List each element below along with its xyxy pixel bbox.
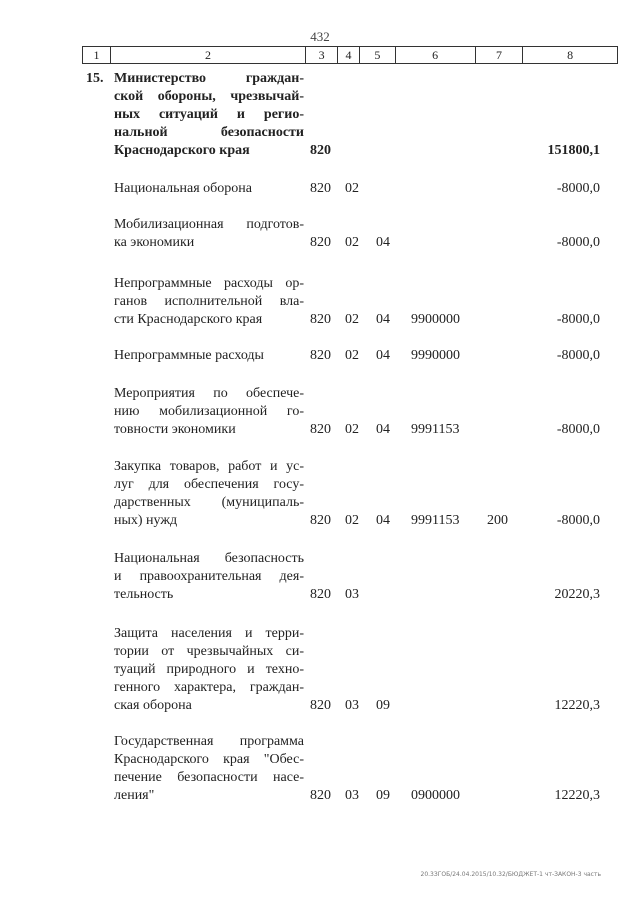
code-section: 02 [345, 422, 359, 437]
code-section: 02 [345, 235, 359, 250]
column-header: 6 [396, 47, 476, 63]
amount: -8000,0 [556, 235, 600, 250]
code-target-item: 9900000 [411, 312, 460, 327]
code-ministry: 820 [310, 312, 331, 327]
code-section: 02 [345, 513, 359, 528]
name-line: ская оборона [114, 698, 192, 713]
column-header: 1 [83, 47, 111, 63]
page-number: 432 [310, 29, 330, 44]
code-ministry: 820 [310, 348, 331, 363]
row-name [114, 275, 304, 329]
column-header: 7 [476, 47, 524, 63]
name-line: ка экономики [114, 235, 195, 250]
column-header: 4 [338, 47, 360, 63]
code-target-item: 0900000 [411, 788, 460, 803]
code-subsection: 04 [376, 422, 390, 437]
code-ministry: 820 [310, 181, 331, 196]
name-line: ской обороны, чрезвычай- [114, 89, 304, 104]
code-ministry: 820 [310, 698, 331, 713]
row-name [114, 625, 304, 715]
name-line: Краснодарского края "Обес- [114, 752, 304, 767]
row-name [114, 385, 304, 439]
section-number: 15. [86, 71, 104, 86]
code-section: 02 [345, 348, 359, 363]
code-subsection: 04 [376, 235, 390, 250]
row-name [114, 180, 304, 198]
amount: -8000,0 [556, 312, 600, 327]
code-ministry: 820 [310, 788, 331, 803]
code-subsection: 04 [376, 513, 390, 528]
name-line: генного характера, граждан- [114, 680, 304, 695]
column-header: 5 [360, 47, 396, 63]
name-line: нальной безопасности [114, 125, 304, 140]
name-line: печение безопасности насе- [114, 770, 304, 785]
row-name [114, 216, 304, 252]
name-line: Закупка товаров, работ и ус- [114, 459, 304, 474]
name-line: Непрограммные расходы [114, 348, 264, 363]
column-header: 2 [111, 47, 306, 63]
code-section: 03 [345, 788, 359, 803]
code-ministry: 820 [310, 235, 331, 250]
name-line: Министерство граждан- [114, 71, 304, 86]
name-line: тельность [114, 587, 174, 602]
column-header: 8 [567, 48, 574, 62]
name-line: ных) нужд [114, 513, 178, 528]
code-expense-type: 200 [487, 513, 508, 528]
name-line: Непрограммные расходы ор- [114, 276, 304, 291]
name-line: Национальная безопасность [114, 551, 304, 566]
footer-stamp: 20.3ЗГОБ/24.04.2015/10.32/БЮДЖЕТ-1 чт-ЗАКОН-3 часть [420, 871, 601, 878]
row-name [114, 550, 304, 604]
code-subsection: 09 [376, 698, 390, 713]
code-ministry: 820 [310, 422, 331, 437]
amount: 12220,3 [554, 698, 600, 713]
amount: 12220,3 [554, 788, 600, 803]
name-line: товности экономики [114, 422, 236, 437]
amount: -8000,0 [556, 348, 600, 363]
row-name [114, 347, 304, 365]
row-name [114, 458, 304, 530]
amount: 151800,1 [547, 143, 600, 158]
code-subsection: 09 [376, 788, 390, 803]
name-line: ганов исполнительной вла- [114, 294, 304, 309]
code-subsection: 04 [376, 348, 390, 363]
name-line: Мобилизационная подготов- [114, 217, 304, 232]
name-line: ления" [114, 788, 155, 803]
code-target-item: 9991153 [411, 513, 460, 528]
row-name [114, 733, 304, 805]
amount: -8000,0 [556, 422, 600, 437]
code-target-item: 9990000 [411, 348, 460, 363]
name-line: Национальная оборона [114, 181, 252, 196]
code-subsection: 04 [376, 312, 390, 327]
name-line: Мероприятия по обеспече- [114, 386, 304, 401]
name-line: дарственных (муниципаль- [114, 495, 304, 510]
name-line: нию мобилизационной го- [114, 404, 304, 419]
name-line: тории от чрезвычайных си- [114, 644, 304, 659]
code-ministry: 820 [310, 513, 331, 528]
code-section: 02 [345, 181, 359, 196]
column-header: 3 [306, 47, 338, 63]
name-line: туаций природного и техно- [114, 662, 304, 677]
column-header-row [82, 46, 618, 64]
amount: 20220,3 [554, 587, 600, 602]
code-ministry: 820 [310, 587, 331, 602]
amount: -8000,0 [556, 513, 600, 528]
code-ministry: 820 [310, 143, 331, 158]
name-line: Защита населения и терри- [114, 626, 304, 641]
name-line: луг для обеспечения госу- [114, 477, 304, 492]
code-target-item: 9991153 [411, 422, 460, 437]
name-line: Краснодарского края [114, 143, 250, 158]
code-section: 03 [345, 698, 359, 713]
code-section: 03 [345, 587, 359, 602]
name-line: сти Краснодарского края [114, 312, 263, 327]
code-section: 02 [345, 312, 359, 327]
name-line: ных ситуаций и регио- [114, 107, 304, 122]
name-line: Государственная программа [114, 734, 304, 749]
amount: -8000,0 [556, 181, 600, 196]
name-line: и правоохранительная дея- [114, 569, 304, 584]
section-title [114, 70, 304, 160]
